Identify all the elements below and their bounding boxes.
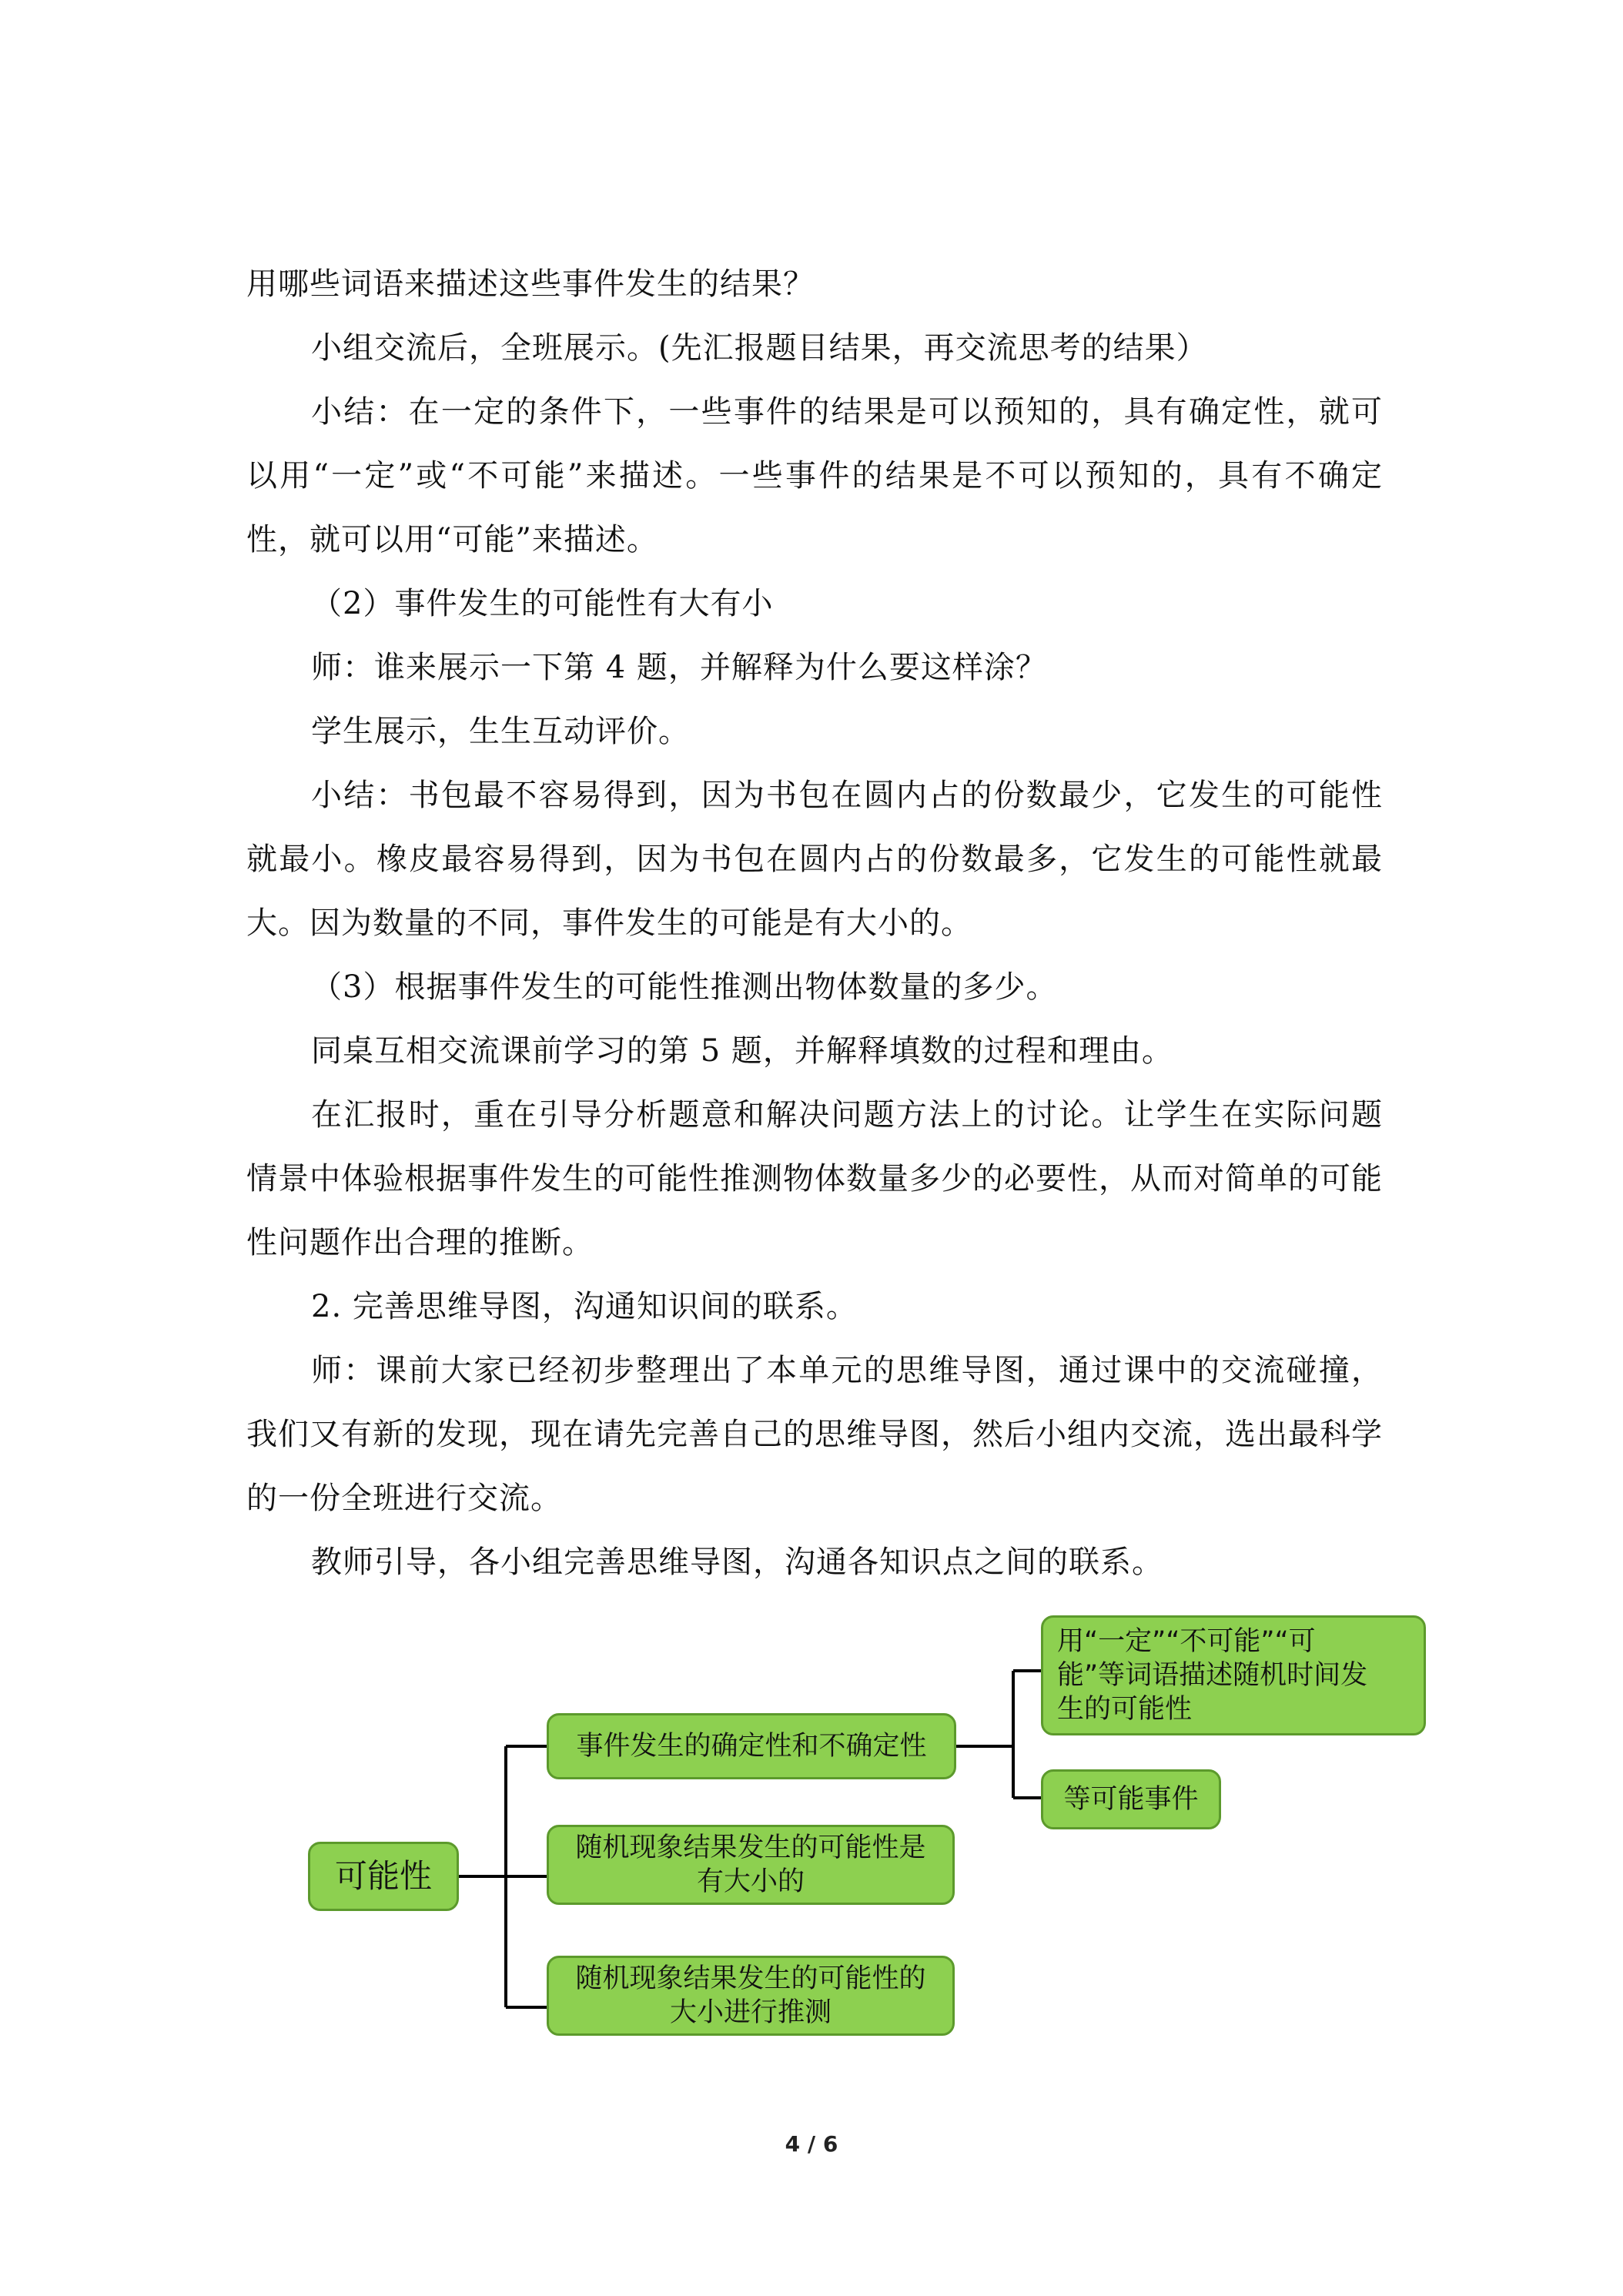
mindmap-branch2-line2: 有大小的 xyxy=(696,1866,805,1897)
mindmap-branch1-child1-line3: 生的可能性 xyxy=(1057,1694,1193,1725)
paragraph-6: 学生展示，生生互动评价。 xyxy=(311,714,690,749)
paragraph-13: 教师引导，各小组完善思维导图，沟通各知识点之间的联系。 xyxy=(311,1545,1163,1580)
mindmap-branch1-child1-line2: 能”等词语描述随机时间发 xyxy=(1057,1660,1368,1691)
mindmap-branch1-node xyxy=(547,1713,956,1779)
paragraph-11: 2. 完善思维导图，沟通知识间的联系。 xyxy=(311,1289,858,1324)
paragraph-9: 同桌互相交流课前学习的第 5 题，并解释填数的过程和理由。 xyxy=(311,1033,1173,1069)
mindmap-branch1-child1-line1: 用“一定”“不可能”“可 xyxy=(1057,1626,1316,1657)
paragraph-2: 小组交流后，全班展示。(先汇报题目结果，再交流思考的结果） xyxy=(311,330,1208,366)
paragraph-8: （3）根据事件发生的可能性推测出物体数量的多少。 xyxy=(311,969,1058,1005)
mindmap-branch1-child2-label: 等可能事件 xyxy=(1063,1784,1199,1815)
mindmap-branch2-line1: 随机现象结果发生的可能性是 xyxy=(575,1832,926,1863)
paragraph-3: 小结：在一定的条件下，一些事件的结果是可以预知的，具有确定性，就可以用“一定”或“不可能”来描述。一些事件的结果是不可以预知的，具有不确定性，就可以用“可能”来描述。 xyxy=(246,394,1383,557)
mindmap-branch1-child2-node xyxy=(1041,1769,1221,1829)
mindmap-branch3-line1: 随机现象结果发生的可能性的 xyxy=(575,1963,926,1994)
paragraph-12: 师：课前大家已经初步整理出了本单元的思维导图，通过课中的交流碰撞，我们又有新的发现，现在请先完善自己的思维导图，然后小组内交流，选出最科学的一份全班进行交流。 xyxy=(246,1353,1383,1516)
mindmap-branch3-line2: 大小进行推测 xyxy=(669,1997,832,2028)
mindmap-branch1-label: 事件发生的确定性和不确定性 xyxy=(576,1731,927,1762)
mindmap-root-node xyxy=(308,1842,459,1911)
mindmap-branch1-child1-node xyxy=(1041,1615,1426,1735)
mindmap-branch2-node xyxy=(547,1825,955,1905)
mindmap-branch3-node xyxy=(547,1956,955,2036)
paragraph-1: 用哪些词语来描述这些事件发生的结果？ xyxy=(246,266,815,302)
paragraph-5: 师：谁来展示一下第 4 题，并解释为什么要这样涂？ xyxy=(311,650,1047,685)
paragraph-10: 在汇报时，重在引导分析题意和解决问题方法上的讨论。让学生在实际问题情景中体验根据事件发生的可能性推测物体数量多少的必要性，从而对简单的可能性问题作出合理的推断。 xyxy=(246,1097,1383,1260)
paragraph-7: 小结：书包最不容易得到，因为书包在圆内占的份数最少，它发生的可能性就最小。橡皮最容易得到，因为书包在圆内占的份数最多，它发生的可能性就最大。因为数量的不同，事件发生的可能是有大小的。 xyxy=(246,778,1383,941)
mindmap-root-label: 可能性 xyxy=(334,1857,432,1895)
paragraph-4: （2）事件发生的可能性有大有小 xyxy=(311,586,774,621)
page-number: 4 / 6 xyxy=(785,2131,838,2157)
